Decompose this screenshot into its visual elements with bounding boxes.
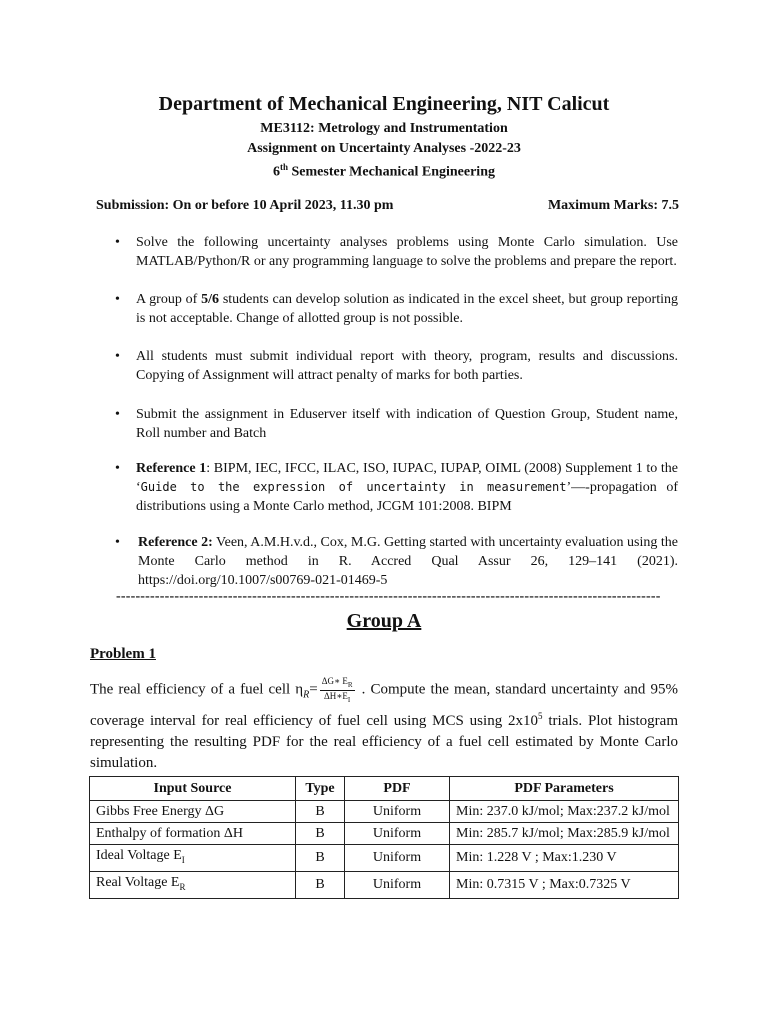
source-label: Real Voltage E	[96, 874, 180, 890]
instruction-3: All students must submit individual report with theory, program, results and discussions. Copying of Assignment will attract penalty of marks for both parties.	[136, 349, 678, 383]
table-cell: Uniform	[345, 871, 450, 898]
reference-1-label: Reference 1	[136, 461, 207, 476]
bullet-marker: •	[115, 235, 120, 250]
fraction-numerator	[320, 676, 355, 691]
submission-deadline: Submission: On or before 10 April 2023, 11.30 pm	[96, 198, 394, 213]
group-heading: Group A	[346, 610, 422, 632]
problem-text-b: trials. Plot histogram representing the resulting PDF for the real efficiency of a fuel cell estimated by Monte Carlo simulation.	[90, 712, 678, 771]
reference-2-label: Reference 2:	[138, 535, 213, 550]
trials-exponent: 5	[538, 710, 543, 721]
reference-2	[138, 533, 678, 590]
instruction-2-post: students can develop solution as indicated in the excel sheet, but group reporting is not acceptable. Change of allotted group is not possible.	[136, 292, 678, 326]
bullet-marker: •	[115, 461, 120, 476]
denominator-subscript: I	[347, 695, 351, 704]
numerator-subscript: R	[347, 680, 353, 689]
table-row	[90, 845, 679, 872]
table-header-row	[90, 777, 679, 801]
efficiency-fraction	[320, 676, 355, 705]
table-cell: Uniform	[345, 845, 450, 872]
table-header: PDF Parameters	[450, 777, 679, 801]
instruction-2	[136, 290, 678, 328]
bullet-marker: •	[115, 349, 120, 364]
table-cell: Min: 237.0 kJ/mol; Max:237.2 kJ/mol	[450, 801, 679, 823]
table-cell: Uniform	[345, 801, 450, 823]
bullet-marker: •	[115, 407, 120, 422]
eta-subscript: R	[303, 689, 310, 701]
source-label: Ideal Voltage E	[96, 848, 182, 863]
problem-statement	[90, 676, 678, 774]
table-row	[90, 871, 679, 898]
semester-line	[0, 162, 768, 181]
course-title: ME3112: Metrology and Instrumentation	[260, 121, 508, 136]
reference-1-pre: : BIPM, IEC, IFCC, ILAC, ISO, IUPAC, IUPAP, OIML (2008) Supplement 1 to the ‘	[136, 461, 678, 495]
denominator-text: ΔH∗E	[323, 690, 348, 701]
fraction-denominator	[320, 691, 355, 705]
source-subscript: I	[181, 854, 185, 865]
reference-1-guide-title: Guide to the expression of uncertainty in measurement	[140, 480, 567, 494]
reference-2-text: Veen, A.M.H.v.d., Cox, M.G. Getting started with uncertainty evaluation using the Monte Carlo method in R. Accred Qual Assur 26, 129–141 (2021). https://doi.org/10.1007/s00769-021-01469-5	[138, 535, 678, 588]
table-cell	[90, 845, 296, 872]
maximum-marks: Maximum Marks: 7.5	[547, 198, 679, 213]
semester-superscript: th	[279, 162, 288, 172]
table-cell: Gibbs Free Energy ΔG	[90, 801, 296, 823]
table-cell	[90, 871, 296, 898]
table-cell: Min: 1.228 V ; Max:1.230 V	[450, 845, 679, 872]
instruction-2-pre: A group of	[136, 292, 202, 307]
table-header: Type	[296, 777, 345, 801]
numerator-text: ΔG∗ E	[321, 676, 348, 686]
table-cell: Min: 0.7315 V ; Max:0.7325 V	[450, 871, 679, 898]
problem-text-a: . Compute the mean, standard uncertainty and 95% coverage interval for real efficiency of fuel cell using MCS using 2x10	[90, 681, 678, 729]
semester-number: 6	[272, 164, 280, 180]
table-row	[90, 801, 679, 823]
bullet-marker: •	[115, 535, 120, 550]
instruction-1: Solve the following uncertainty analyses problems using Monte Carlo simulation. Use MATLAB/Python/R or any programming language to solve the problems and prepare the report.	[136, 235, 678, 269]
table-cell: B	[296, 871, 345, 898]
semester-text: Semester Mechanical Engineering	[288, 164, 495, 180]
bullet-marker: •	[115, 292, 120, 307]
problem-heading: Problem 1	[90, 646, 156, 662]
separator-line: ----------------------------------------------------------------------------------------------------------------	[116, 589, 661, 604]
table-header: Input Source	[90, 777, 296, 801]
group-size: 5/6	[201, 292, 219, 307]
table-cell: B	[296, 801, 345, 823]
source-subscript: R	[179, 881, 186, 892]
problem-intro: The real efficiency of a fuel cell	[90, 681, 296, 698]
table-cell: Min: 285.7 kJ/mol; Max:285.9 kJ/mol	[450, 823, 679, 845]
table-cell: B	[296, 823, 345, 845]
table-header: PDF	[345, 777, 450, 801]
equals-sign: =	[309, 681, 318, 698]
page-title: Department of Mechanical Engineering, NIT Calicut	[158, 93, 610, 115]
instruction-4: Submit the assignment in Eduserver itself with indication of Question Group, Student name, Roll number and Batch	[136, 407, 678, 441]
table-cell: Enthalpy of formation ΔH	[90, 823, 296, 845]
eta-symbol: η	[295, 681, 304, 698]
table-cell: B	[296, 845, 345, 872]
reference-1	[136, 459, 678, 516]
reference-1-post: ’—-propagation of distributions using a Monte Carlo method, JCGM 101:2008. BIPM	[136, 480, 679, 514]
table-cell: Uniform	[345, 823, 450, 845]
input-sources-table	[89, 776, 679, 899]
table-row	[90, 823, 679, 845]
assignment-title: Assignment on Uncertainty Analyses -2022-23	[247, 141, 521, 156]
